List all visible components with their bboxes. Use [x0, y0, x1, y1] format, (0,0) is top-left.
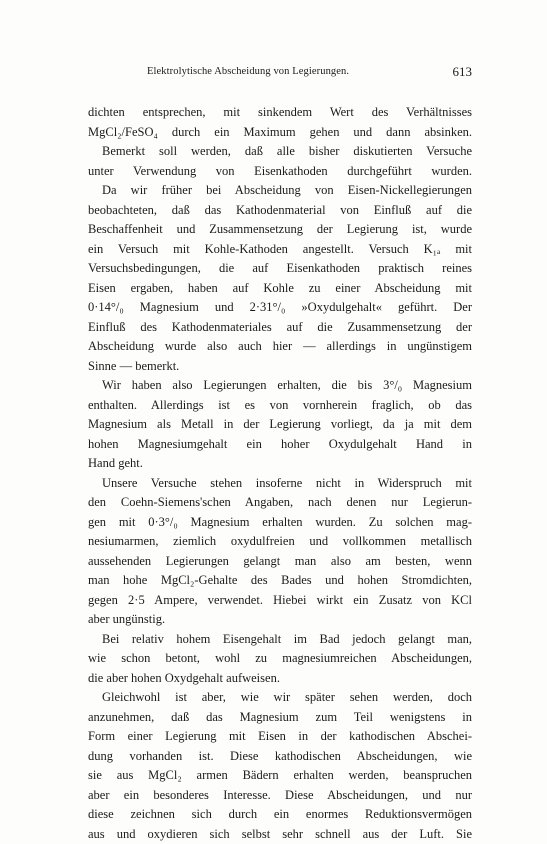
text-line: Magnesium als Metall in der Legierung vorliegt, da ja mit dem	[88, 417, 472, 431]
text-line: dung vorhanden ist. Diese kathodischen Abscheidungen, wie	[88, 748, 472, 763]
text-line: Gleichwohl ist aber, wie wir später sehen werden, doch	[102, 690, 472, 704]
page-header	[88, 64, 472, 82]
text-line: Eisen ergaben, haben auf Kohle zu einer Abscheidung mit	[88, 280, 472, 295]
body-text	[88, 103, 472, 844]
text-line: MgCl₂/FeSO₄ durch ein Maximum gehen und dann absinken.	[88, 124, 472, 139]
text-line: Unsere Versuche stehen insoferne nicht in Widerspruch mit	[102, 475, 472, 490]
text-line: Hand geht.	[88, 456, 143, 470]
text-line: Sinne — bemerkt.	[88, 358, 180, 373]
text-line: gegen 2·5 Ampere, verwendet. Hiebei wirkt ein Zusatz von KCl	[88, 592, 472, 607]
text-line: Einfluß des Kathodenmateriales auf die Zusammensetzung der	[88, 319, 472, 334]
text-line: Bemerkt soll werden, daß alle bisher diskutierten Versuche	[102, 144, 472, 158]
text-line: Beschaffenheit und Zusammensetzung der Legierung ist, wurde	[88, 222, 472, 236]
text-line: aber ein besonderes Interesse. Diese Abscheidungen, und nur	[88, 787, 472, 802]
text-line: man hohe MgCl₂-Gehalte des Bades und hohen Stromdichten,	[88, 573, 472, 587]
text-line: wie schon betont, wohl zu magnesiumreichen Abscheidungen,	[88, 651, 472, 665]
page-number: 613	[452, 64, 472, 79]
text-line: die aber hohen Oxydgehalt aufweisen.	[88, 670, 280, 685]
text-line: Abscheidung wurde also auch hier — allerdings in ungünstigem	[88, 339, 472, 353]
text-line: unter Verwendung von Eisenkathoden durchgeführt wurden.	[88, 163, 472, 178]
text-line: beobachteten, daß das Kathodenmaterial von Einfluß auf die	[88, 202, 472, 217]
text-line: hohen Magnesiumgehalt ein hoher Oxydulgehalt Hand in	[88, 436, 472, 451]
text-line: 0·14°/₀ Magnesium und 2·31°/₀ »Oxydulgehalt« geführt. Der	[88, 300, 472, 314]
text-line: ein Versuch mit Kohle-Kathoden angestellt. Versuch K₁ₐ mit	[88, 241, 472, 256]
text-line: Bei relativ hohem Eisengehalt im Bad jedoch gelangt man,	[102, 631, 472, 646]
text-line: diese zeichnen sich durch ein enormes Reduktionsvermögen	[88, 807, 472, 821]
text-line: gen mit 0·3°/₀ Magnesium erhalten wurden. Zu solchen mag-	[88, 514, 472, 529]
text-line: Versuchsbedingungen, die auf Eisenkathoden praktisch reines	[88, 261, 472, 275]
text-line: Wir haben also Legierungen erhalten, die bis 3°/₀ Magnesium	[102, 378, 472, 392]
text-line: aussehenden Legierungen gelangt man also am besten, wenn	[88, 553, 472, 568]
running-title: Elektrolytische Abscheidung von Legierungen.	[147, 66, 350, 77]
text-line: aber ungünstig.	[88, 612, 166, 626]
text-line: nesiumarmen, ziemlich oxydulfreien und vollkommen metallisch	[88, 534, 472, 548]
text-line: sie aus MgCl₂ armen Bädern erhalten werden, beanspruchen	[88, 768, 472, 782]
text-line: den Coehn-Siemens'schen Angaben, nach denen nur Legierun-	[88, 495, 472, 509]
text-line: Da wir früher bei Abscheidung von Eisen-Nickellegierungen	[102, 183, 472, 197]
text-line: aus und oxydieren sich selbst sehr schnell aus der Luft. Sie	[88, 826, 472, 841]
text-line: Form einer Legierung mit Eisen in der kathodischen Abschei-	[88, 729, 472, 743]
text-line: anzunehmen, daß das Magnesium zum Teil wenigstens in	[88, 709, 472, 724]
text-line: enthalten. Allerdings ist es von vornherein fraglich, ob das	[88, 397, 472, 412]
text-line: dichten entsprechen, mit sinkendem Wert des Verhältnisses	[88, 105, 472, 119]
